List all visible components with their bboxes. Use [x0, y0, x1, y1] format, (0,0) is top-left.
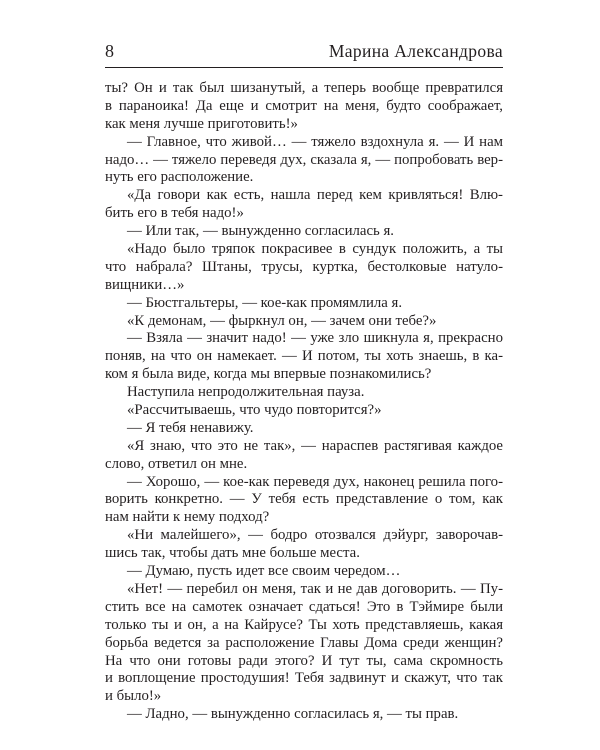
- text-line: нуть его расположение.: [105, 169, 254, 186]
- text-line: стить все на самотек означает сдаться! Это в Тэймире были: [105, 598, 503, 615]
- text-line: поняв, на что он намекает. — И потом, ты хоть знаешь, в ка-: [105, 348, 503, 365]
- text-line: — Хорошо, — кое-как переведя дух, наконец решила пого-: [127, 473, 503, 490]
- text-line: борьба ведется за расположение Главы Дома среди женщин?: [105, 634, 503, 651]
- text-line: «Да говори как есть, нашла перед кем кривляться! Влю-: [127, 187, 503, 204]
- text-line: ты? Он и так был шизанутый, а теперь вообще превратился: [105, 80, 503, 96]
- text-line: что набрала? Штаны, трусы, куртка, бестолковые натуло-: [105, 258, 503, 275]
- text-line: — Думаю, пусть идет все своим чередом…: [127, 563, 401, 580]
- text-line: слово, ответил он мне.: [105, 455, 248, 472]
- body-text: [105, 80, 503, 724]
- text-line: «Я знаю, что это не так», — нараспев растягивая каждое: [127, 437, 503, 454]
- text-line: бить его в тебя надо!»: [105, 205, 244, 222]
- text-line: «К демонам, — фыркнул он, — зачем они тебе?»: [127, 312, 437, 329]
- running-title: Марина Александрова: [328, 41, 503, 61]
- text-line: — Главное, что живой… — тяжело вздохнула я. — И нам: [127, 133, 503, 150]
- text-line: «Надо было тряпок покрасивее в сундук положить, а ты: [127, 241, 503, 258]
- text-line: «Нет! — перебил он меня, так и не дав договорить. — Пу-: [127, 580, 503, 597]
- text-line: надо… — тяжело переведя дух, сказала я, — попробовать вер-: [105, 151, 503, 168]
- text-line: нам найти к нему подход?: [105, 509, 270, 526]
- text-line: ком я была виде, когда мы впервые познакомились?: [105, 366, 432, 383]
- text-line: «Ни малейшего», — бодро отозвался дэйург, заворочав-: [127, 527, 503, 544]
- page-header: [105, 41, 503, 68]
- text-line: — Ладно, — вынужденно согласилась я, — ты прав.: [127, 706, 459, 723]
- text-line: Наступила непродолжительная пауза.: [127, 384, 365, 401]
- page-number: 8: [105, 41, 114, 61]
- text-line: «Рассчитываешь, что чудо повторится?»: [127, 402, 382, 419]
- text-line: как меня лучше приготовить!»: [105, 115, 298, 132]
- text-line: в параноика! Да еще и смотрит на меня, будто соображает,: [105, 97, 503, 114]
- text-line: — Я тебя ненавижу.: [127, 419, 254, 436]
- text-line: — Или так, — вынужденно согласилась я.: [127, 223, 394, 240]
- text-line: — Взяла — значит надо! — уже зло шикнула я, прекрасно: [127, 330, 503, 347]
- text-line: только ты и он, а на Кайрусе? Ты хоть представляешь, какая: [105, 616, 503, 633]
- text-line: ворить конкретно. — У тебя есть представление о том, как: [105, 491, 503, 508]
- text-line: и воплощение простодушия! Тебя задвинут и скажут, что так: [105, 670, 503, 687]
- text-line: — Бюстгальтеры, — кое-как промямлила я.: [127, 294, 403, 311]
- text-line: шись так, чтобы дать мне больше места.: [105, 545, 360, 562]
- text-line: вищники…»: [105, 276, 185, 293]
- text-line: и было!»: [105, 688, 162, 705]
- text-line: На что они готовы ради этого? И тут ты, сама скромность: [105, 652, 503, 669]
